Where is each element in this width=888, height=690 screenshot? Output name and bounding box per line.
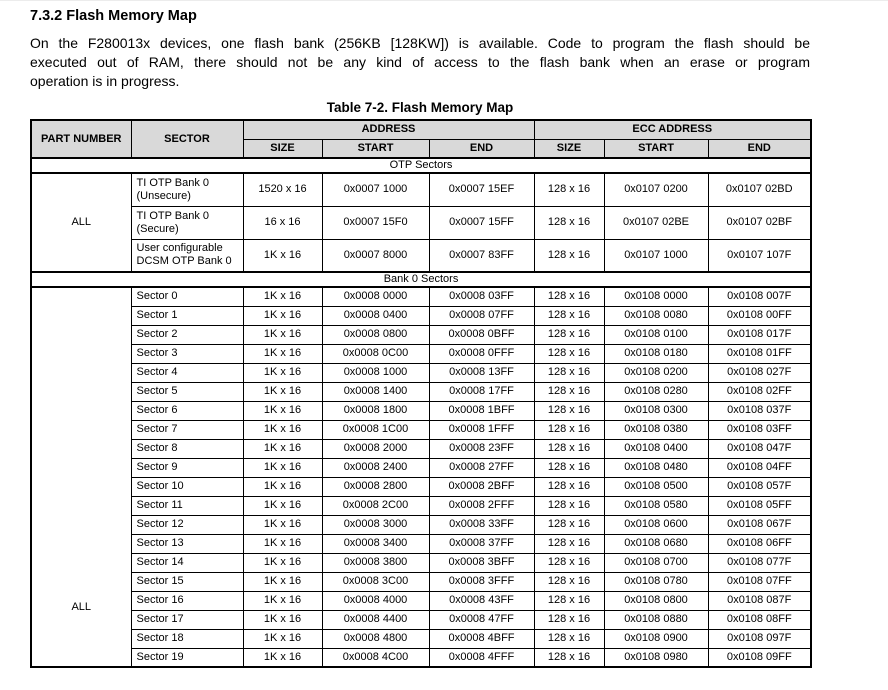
table-row [31,553,811,572]
end-cell: 0x0008 4BFF [429,629,534,648]
ecc-end-cell: 0x0107 02BF [708,206,811,239]
ecc-start-cell: 0x0108 0680 [604,534,708,553]
table-body [31,158,811,667]
ecc-end-cell: 0x0108 017F [708,325,811,344]
sector-cell: TI OTP Bank 0 (Secure) [131,206,243,239]
size-cell: 1K x 16 [243,363,322,382]
ecc-size-cell: 128 x 16 [534,382,604,401]
end-cell: 0x0008 27FF [429,458,534,477]
sector-cell: Sector 7 [131,420,243,439]
table-row [31,344,811,363]
sector-cell: User configurable DCSM OTP Bank 0 [131,239,243,272]
ecc-end-header: END [708,139,811,158]
ecc-start-cell: 0x0108 0380 [604,420,708,439]
table-row [31,458,811,477]
ecc-size-cell: 128 x 16 [534,458,604,477]
ecc-size-cell: 128 x 16 [534,477,604,496]
end-cell: 0x0007 15FF [429,206,534,239]
size-cell: 1K x 16 [243,287,322,306]
ecc-size-cell: 128 x 16 [534,344,604,363]
ecc-start-cell: 0x0108 0580 [604,496,708,515]
end-cell: 0x0008 3FFF [429,572,534,591]
ecc-end-cell: 0x0108 047F [708,439,811,458]
size-cell: 1K x 16 [243,239,322,272]
ecc-size-header: SIZE [534,139,604,158]
table-row [31,648,811,667]
table-row [31,382,811,401]
sector-cell: Sector 16 [131,591,243,610]
start-cell: 0x0008 1800 [322,401,429,420]
end-cell: 0x0008 4FFF [429,648,534,667]
table-row [31,306,811,325]
ecc-end-cell: 0x0108 09FF [708,648,811,667]
ecc-size-cell: 128 x 16 [534,515,604,534]
ecc-size-cell: 128 x 16 [534,287,604,306]
body-paragraph [30,34,810,91]
paragraph-line: executed out of RAM, there should not be any kind of access to the flash bank when an erase or program [30,54,810,70]
size-cell: 1K x 16 [243,420,322,439]
ecc-end-cell: 0x0108 06FF [708,534,811,553]
size-cell: 1K x 16 [243,439,322,458]
part-number-label: ALL [71,216,92,228]
table-row [31,572,811,591]
start-cell: 0x0007 15F0 [322,206,429,239]
start-cell: 0x0007 1000 [322,173,429,206]
section-label-row [31,272,811,287]
start-cell: 0x0008 4C00 [322,648,429,667]
part-number-header: PART NUMBER [31,120,131,158]
end-cell: 0x0008 3BFF [429,553,534,572]
end-header: END [429,139,534,158]
section-heading: 7.3.2 Flash Memory Map [30,8,197,24]
end-cell: 0x0008 37FF [429,534,534,553]
ecc-start-cell: 0x0108 0600 [604,515,708,534]
ecc-end-cell: 0x0108 05FF [708,496,811,515]
sector-cell: Sector 18 [131,629,243,648]
ecc-end-cell: 0x0108 077F [708,553,811,572]
sector-cell: Sector 19 [131,648,243,667]
sector-cell: Sector 8 [131,439,243,458]
ecc-start-cell: 0x0108 0700 [604,553,708,572]
table-row [31,591,811,610]
ecc-size-cell: 128 x 16 [534,239,604,272]
sector-cell: Sector 6 [131,401,243,420]
ecc-size-cell: 128 x 16 [534,306,604,325]
ecc-start-cell: 0x0108 0880 [604,610,708,629]
size-cell: 1K x 16 [243,496,322,515]
start-cell: 0x0008 4000 [322,591,429,610]
size-cell: 1K x 16 [243,515,322,534]
end-cell: 0x0008 1BFF [429,401,534,420]
end-cell: 0x0008 07FF [429,306,534,325]
table-row [31,363,811,382]
end-cell: 0x0007 15EF [429,173,534,206]
size-cell: 1520 x 16 [243,173,322,206]
ecc-start-cell: 0x0108 0900 [604,629,708,648]
ecc-end-cell: 0x0107 02BD [708,173,811,206]
ecc-end-cell: 0x0108 037F [708,401,811,420]
end-cell: 0x0008 2FFF [429,496,534,515]
table-row [31,401,811,420]
ecc-start-cell: 0x0107 0200 [604,173,708,206]
end-cell: 0x0008 0BFF [429,325,534,344]
start-cell: 0x0008 0000 [322,287,429,306]
ecc-end-cell: 0x0108 097F [708,629,811,648]
sector-cell: Sector 14 [131,553,243,572]
start-cell: 0x0008 3400 [322,534,429,553]
table-row [31,610,811,629]
sector-header: SECTOR [131,120,243,158]
start-cell: 0x0007 8000 [322,239,429,272]
start-cell: 0x0008 4800 [322,629,429,648]
table-row [31,515,811,534]
ecc-size-cell: 128 x 16 [534,325,604,344]
ecc-end-cell: 0x0107 107F [708,239,811,272]
ecc-end-cell: 0x0108 04FF [708,458,811,477]
ecc-end-cell: 0x0108 057F [708,477,811,496]
end-cell: 0x0008 47FF [429,610,534,629]
ecc-size-cell: 128 x 16 [534,439,604,458]
ecc-size-cell: 128 x 16 [534,363,604,382]
ecc-size-cell: 128 x 16 [534,648,604,667]
size-cell: 1K x 16 [243,591,322,610]
table-row [31,439,811,458]
ecc-start-cell: 0x0108 0300 [604,401,708,420]
ecc-end-cell: 0x0108 07FF [708,572,811,591]
header-row-groups [31,120,811,139]
end-cell: 0x0008 33FF [429,515,534,534]
table-title: Table 7-2. Flash Memory Map [326,100,514,115]
ecc-start-cell: 0x0108 0280 [604,382,708,401]
ecc-end-cell: 0x0108 007F [708,287,811,306]
start-cell: 0x0008 1000 [322,363,429,382]
start-header: START [322,139,429,158]
size-cell: 1K x 16 [243,401,322,420]
ecc-size-cell: 128 x 16 [534,206,604,239]
ecc-address-header: ECC ADDRESS [534,120,811,139]
size-cell: 1K x 16 [243,458,322,477]
table-row [31,325,811,344]
ecc-end-cell: 0x0108 087F [708,591,811,610]
ecc-end-cell: 0x0108 08FF [708,610,811,629]
end-cell: 0x0008 03FF [429,287,534,306]
ecc-size-cell: 128 x 16 [534,534,604,553]
size-cell: 1K x 16 [243,382,322,401]
paragraph-line: On the F280013x devices, one flash bank (256KB [128KW]) is available. Code to program the flash should be [30,35,810,51]
ecc-start-cell: 0x0107 02BE [604,206,708,239]
size-cell: 1K x 16 [243,534,322,553]
ecc-size-cell: 128 x 16 [534,401,604,420]
ecc-size-cell: 128 x 16 [534,591,604,610]
ecc-size-cell: 128 x 16 [534,496,604,515]
ecc-end-cell: 0x0108 01FF [708,344,811,363]
ecc-end-cell: 0x0108 00FF [708,306,811,325]
section-label: OTP Sectors [31,158,811,173]
section-label-row [31,158,811,173]
sector-cell: Sector 13 [131,534,243,553]
sector-cell: Sector 5 [131,382,243,401]
size-cell: 1K x 16 [243,629,322,648]
sector-cell: Sector 10 [131,477,243,496]
size-cell: 1K x 16 [243,553,322,572]
size-cell: 1K x 16 [243,306,322,325]
ecc-size-cell: 128 x 16 [534,572,604,591]
end-cell: 0x0008 43FF [429,591,534,610]
ecc-start-cell: 0x0108 0100 [604,325,708,344]
start-cell: 0x0008 2400 [322,458,429,477]
ecc-start-cell: 0x0108 0180 [604,344,708,363]
sector-cell: Sector 1 [131,306,243,325]
end-cell: 0x0007 83FF [429,239,534,272]
start-cell: 0x0008 1400 [322,382,429,401]
size-cell: 1K x 16 [243,572,322,591]
ecc-start-cell: 0x0108 0980 [604,648,708,667]
start-cell: 0x0008 0800 [322,325,429,344]
part-number-label: ALL [71,601,92,613]
ecc-size-cell: 128 x 16 [534,173,604,206]
ecc-start-cell: 0x0108 0800 [604,591,708,610]
end-cell: 0x0008 0FFF [429,344,534,363]
start-cell: 0x0008 2000 [322,439,429,458]
ecc-end-cell: 0x0108 02FF [708,382,811,401]
start-cell: 0x0008 2800 [322,477,429,496]
table-row [31,534,811,553]
sector-cell: TI OTP Bank 0 (Unsecure) [131,173,243,206]
end-cell: 0x0008 13FF [429,363,534,382]
table-row [31,239,811,272]
sector-cell: Sector 2 [131,325,243,344]
paragraph-line: operation is in progress. [30,73,180,89]
flash-memory-map-table [30,119,812,668]
ecc-start-cell: 0x0108 0080 [604,306,708,325]
ecc-start-cell: 0x0108 0780 [604,572,708,591]
size-header: SIZE [243,139,322,158]
start-cell: 0x0008 1C00 [322,420,429,439]
start-cell: 0x0008 0400 [322,306,429,325]
ecc-start-cell: 0x0108 0500 [604,477,708,496]
ecc-start-cell: 0x0108 0480 [604,458,708,477]
sector-cell: Sector 3 [131,344,243,363]
ecc-start-cell: 0x0108 0200 [604,363,708,382]
table-row [31,477,811,496]
ecc-start-cell: 0x0108 0000 [604,287,708,306]
ecc-size-cell: 128 x 16 [534,553,604,572]
sector-cell: Sector 4 [131,363,243,382]
ecc-start-cell: 0x0108 0400 [604,439,708,458]
sector-cell: Sector 17 [131,610,243,629]
ecc-size-cell: 128 x 16 [534,610,604,629]
sector-cell: Sector 11 [131,496,243,515]
end-cell: 0x0008 17FF [429,382,534,401]
ecc-start-header: START [604,139,708,158]
address-header: ADDRESS [243,120,534,139]
ecc-size-cell: 128 x 16 [534,420,604,439]
ecc-end-cell: 0x0108 027F [708,363,811,382]
part-number-cell [31,287,131,667]
table-row [31,629,811,648]
sector-cell: Sector 12 [131,515,243,534]
end-cell: 0x0008 2BFF [429,477,534,496]
end-cell: 0x0008 23FF [429,439,534,458]
size-cell: 1K x 16 [243,648,322,667]
ecc-start-cell: 0x0107 1000 [604,239,708,272]
sector-cell: Sector 15 [131,572,243,591]
table-row [31,496,811,515]
sector-cell: Sector 0 [131,287,243,306]
size-cell: 16 x 16 [243,206,322,239]
end-cell: 0x0008 1FFF [429,420,534,439]
size-cell: 1K x 16 [243,344,322,363]
size-cell: 1K x 16 [243,477,322,496]
part-number-cell [31,173,131,272]
table-row [31,206,811,239]
start-cell: 0x0008 2C00 [322,496,429,515]
start-cell: 0x0008 3000 [322,515,429,534]
ecc-end-cell: 0x0108 03FF [708,420,811,439]
start-cell: 0x0008 3800 [322,553,429,572]
start-cell: 0x0008 4400 [322,610,429,629]
ecc-end-cell: 0x0108 067F [708,515,811,534]
ecc-size-cell: 128 x 16 [534,629,604,648]
size-cell: 1K x 16 [243,325,322,344]
table-row [31,287,811,306]
size-cell: 1K x 16 [243,610,322,629]
sector-cell: Sector 9 [131,458,243,477]
start-cell: 0x0008 3C00 [322,572,429,591]
section-label: Bank 0 Sectors [31,272,811,287]
table-row [31,420,811,439]
table-row [31,173,811,206]
start-cell: 0x0008 0C00 [322,344,429,363]
